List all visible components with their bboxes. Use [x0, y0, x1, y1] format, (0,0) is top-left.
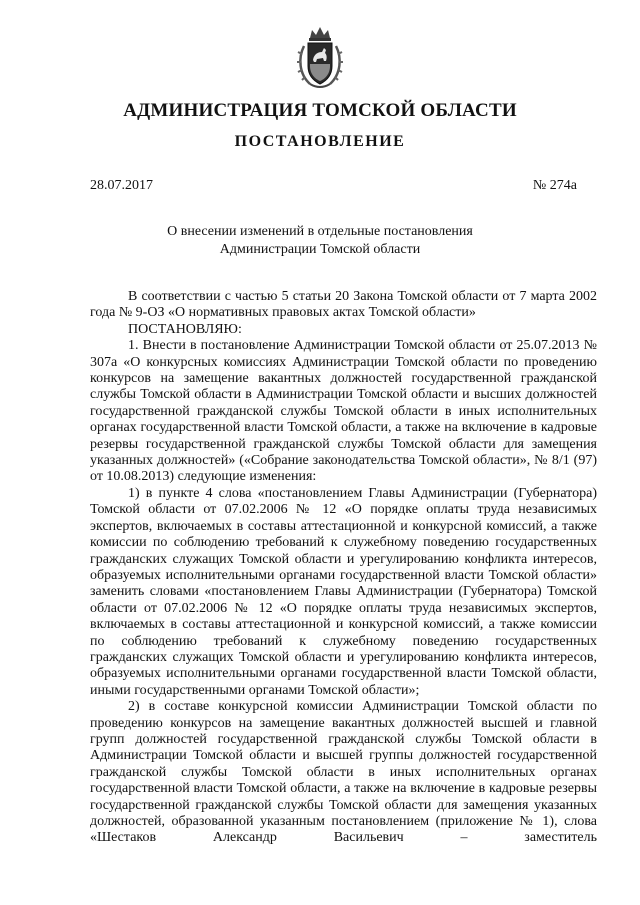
document-body — [90, 289, 597, 847]
document-subject — [0, 223, 640, 259]
subparagraph-1: 1) в пункте 4 слова «постановлением Главы Администрации (Губернатора) Томской области от 07.02.2006 № 12 «О порядке оплаты труда независимых экспертов, включаемых в составы аттестационной и конкурсной комиссий, а также комиссии по соблюдению требований к служебному поведению государственных гражданских служащих Томской области и урегулированию конфликта интересов, образуемых исполнительными органами государственной власти Томской области» заменить словами «постановлением Главы Администрации (Губернатора) Томской области от 07.02.2006 № 12 «О порядке оплаты труда независимых экспертов, включаемых в составы аттестационной и конкурсной комиссий, а также комиссии по соблюдению требований к служебному поведению государственных гражданских служащих Томской области и урегулированию конфликта интересов, образуемых исполнительными органами государственной власти Томской области, иными государственными органами Томской области»; — [90, 485, 597, 698]
document-date: 28.07.2017 — [90, 178, 153, 193]
coat-of-arms-icon — [296, 24, 344, 92]
subject-line-1: О внесении изменений в отдельные постановления — [167, 224, 473, 239]
decree-word: ПОСТАНОВЛЯЮ: — [128, 321, 242, 337]
document-number: № 274а — [532, 178, 577, 193]
document-type: ПОСТАНОВЛЕНИЕ — [234, 133, 406, 150]
subparagraph-2: 2) в составе конкурсной комиссии Администрации Томской области по проведению конкурсов на замещение вакантных должностей высшей и главной групп должностей государственной гражданской службы Томской области в Администрации Томской области и высшей группы должностей государственной гражданской службы Томской области в иных исполнительных органах государственной власти Томской области, а также на включение в кадровые резервы государственной гражданской службы Томской области для замещения указанных должностей, образованной указанным постановлением (приложение № 1), слова «Шестаков Александр Васильевич – заместитель — [90, 699, 597, 846]
paragraph-1: 1. Внести в постановление Администрации Томской области от 25.07.2013 № 307а «О конкурсных комиссиях Администрации Томской области по проведению конкурсов на замещение вакантных должностей государственной гражданской службы Томской области в Администрации Томской области и высших должностей государственной гражданской службы Томской области в иных исполнительных органах государственной власти Томской области, а также на включение в кадровые резервы государственной гражданской службы Томской области для замещения указанных должностей» («Собрание законодательства Томской области», № 8/1 (97) от 10.08.2013) следующие изменения: — [90, 338, 597, 485]
preamble-paragraph: В соответствии с частью 5 статьи 20 Закона Томской области от 7 марта 2002 года № 9-ОЗ «О нормативных правовых актах Томской области» — [90, 289, 597, 321]
subject-line-2: Администрации Томской области — [219, 242, 421, 257]
organization-title: АДМИНИСТРАЦИЯ ТОМСКОЙ ОБЛАСТИ — [123, 100, 517, 121]
